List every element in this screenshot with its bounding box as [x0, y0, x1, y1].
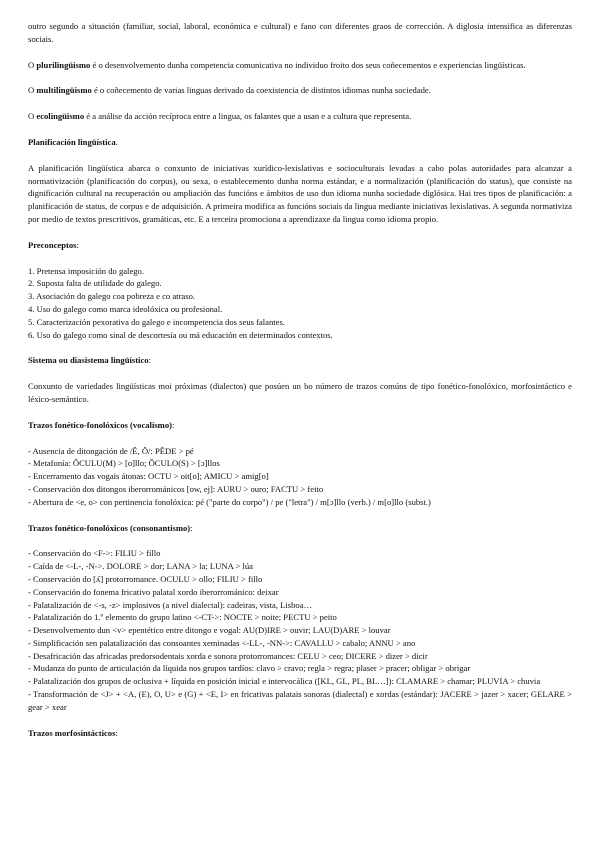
list-item: - Transformación de <J> + <A, (E), O, U> e (G) + <E, I> en fricativas palatais sonoras (dialectal) e xordas (estándar): JACERE > jazer > xacer; GELARE > gear > xear [28, 689, 572, 712]
list-item: - Encerramento das vogais átonas: OCTU > oit[o]; AMICU > amig[o] [28, 471, 269, 482]
list-item: - Ausencia de ditongación de /Ĕ, Ŏ/: PĔDE > pé [28, 445, 194, 456]
list-item: - Conservación dos ditongos iberorrománicos [ow, ej]: AURU > ouro; FACTU > feito [28, 483, 324, 494]
section-heading-planificacion: Planificación lingüística. [28, 136, 118, 147]
ecolinguismo-term: ecolingüismo [36, 111, 85, 122]
section-heading-preconceptos: Preconceptos: [28, 239, 79, 250]
list-item: - Palatalización do 1.º elemento do grupo latino <-CT->: NOCTE > noite; PECTU > peito [28, 612, 337, 623]
document-page [28, 20, 572, 752]
section-heading-vocalismo: Trazos fonético-fonolóxicos (vocalismo): [28, 419, 175, 430]
list-item: 5. Caracterización pexorativa do galego e incompetencia dos seus falantes. [28, 316, 285, 327]
list-item: - Palatalización de <-s, -z> implosivos (a nivel dialectal): cadeiras, vista, Lisboa… [28, 599, 313, 610]
list-item: 4. Uso do galego como marca ideolóxica ou profesional. [28, 303, 223, 314]
multilinguismo-term: multilingüismo [36, 85, 92, 96]
sistema-text: Conxunto de variedades lingüísticas moi próximas (dialectos) que posúen un bo número de trazos comúns de tipo fonético-fonolóxico, morfosintáctico e léxico-semántico. [28, 381, 572, 404]
article: O [28, 111, 35, 122]
article: O [28, 59, 35, 70]
list-item: 6. Uso do galego como sinal de descortesía ou má educación en determinados contextos. [28, 329, 333, 340]
plurilinguismo-term: plurilingüismo [36, 59, 91, 70]
consonantismo-list [28, 547, 572, 713]
list-item: - Conservación do <F->: FILIU > fillo [28, 548, 161, 559]
plurilinguismo-text: é o desenvolvemento dunha competencia comunicativa no individuo froito dos seus coñecementos e experiencias lingüísticas. [92, 59, 526, 70]
ecolinguismo-text: é a análise da acción recíproca entre a lingua, os falantes que a usan e a cultura que representa. [86, 111, 412, 122]
section-heading-sistema: Sistema ou diasistema lingüístico: [28, 355, 151, 366]
article: O [28, 85, 35, 96]
plurilinguismo-definition [28, 59, 572, 72]
multilinguismo-text: é o coñecemento de varias linguas derivado da coexistencia de distintos idiomas nunha sociedade. [93, 85, 431, 96]
vocalismo-list [28, 445, 572, 509]
planificacion-text: A planificación lingüística abarca o conxunto de iniciativas xurídico-lexislativas e socioculturais levadas a cabo polas autoridades para alcanzar a normativización (planificación do corpus), ou sexa, o establecemento dunha norma estándar, e a normalización (planificación do status), que consiste na dignificación cultural na recuperación ou ampliación das funcións e ámbitos de uso dun idioma nunha sociedade diglósica. Hai tres tipos de planificación: a planificación de status, de corpus e de adquisición. A primeira modifica as funcións sociais da lingua mediante iniciativas lexislativas. A segunda normativiza por medio de textos prescritivos, gramáticas, etc. E a terceira promociona a aprendizaxe da lingua como idioma propio. [28, 162, 572, 224]
list-item: 1. Pretensa imposición do galego. [28, 265, 144, 276]
ecolinguismo-definition [28, 110, 572, 123]
list-item: - Mudanza do punto de articulación da líquida nos grupos tardíos: clavo > cravo; regla > regra; plaser > pracer; obligar > obrigar [28, 663, 471, 674]
intro-continuation: outro segundo a situación (familiar, social, laboral, económica e cultural) e fano con diferentes graos de corrección. A diglosia intensifica as diferenzas sociais. [28, 21, 572, 44]
list-item: - Caída de <-L-, -N->. DOLORE > dor; LANA > la; LUNA > lúa [28, 561, 253, 572]
section-heading-consonantismo: Trazos fonético-fonolóxicos (consonantismo): [28, 522, 193, 533]
list-item: 3. Asociación do galego coa pobreza e co atraso. [28, 291, 196, 302]
list-item: 2. Suposta falta de utilidade do galego. [28, 278, 162, 289]
list-item: - Abertura de <e, o> con pertinencia fonolóxica: pé ("parte do corpo") / pe ("letra") / m[ɔ]llo (verb.) / m[o]llo (subst.) [28, 496, 431, 507]
preconceptos-list [28, 265, 572, 342]
section-heading-morfosintacticos: Trazos morfosintácticos: [28, 727, 118, 738]
list-item: - Desafricación das africadas predorsodentais xorda e sonora protorromances: CELU > ceo; DICERE > dizer > dicir [28, 650, 428, 661]
multilinguismo-definition [28, 84, 572, 97]
list-item: - Simplificación sen palatalización das consoantes xeminadas <-LL-, -NN->: CAVALLU > cabalo; ANNU > ano [28, 637, 416, 648]
list-item: - Desenvolvemento dun <v> epentético entre ditongo e vogal: AU(D)IRE > ouvir; LAU(D)ARE > louvar [28, 625, 391, 636]
list-item: - Conservación do fonema fricativo palatal xordo iberorrománico: deixar [28, 586, 279, 597]
list-item: - Conservación do [ʎ] protorromance. OCULU > ollo; FILIU > fillo [28, 573, 263, 584]
list-item: - Metafonía: ŎCULU(M) > [o]llo; ŎCULO(S) > [ɔ]llos [28, 458, 220, 469]
list-item: - Palatalización dos grupos de oclusiva + líquida en posición inicial e intervocálica ([KL, GL, PL, BL…]): CLAMARE > chamar; PLUVIA > chuvia [28, 676, 541, 687]
